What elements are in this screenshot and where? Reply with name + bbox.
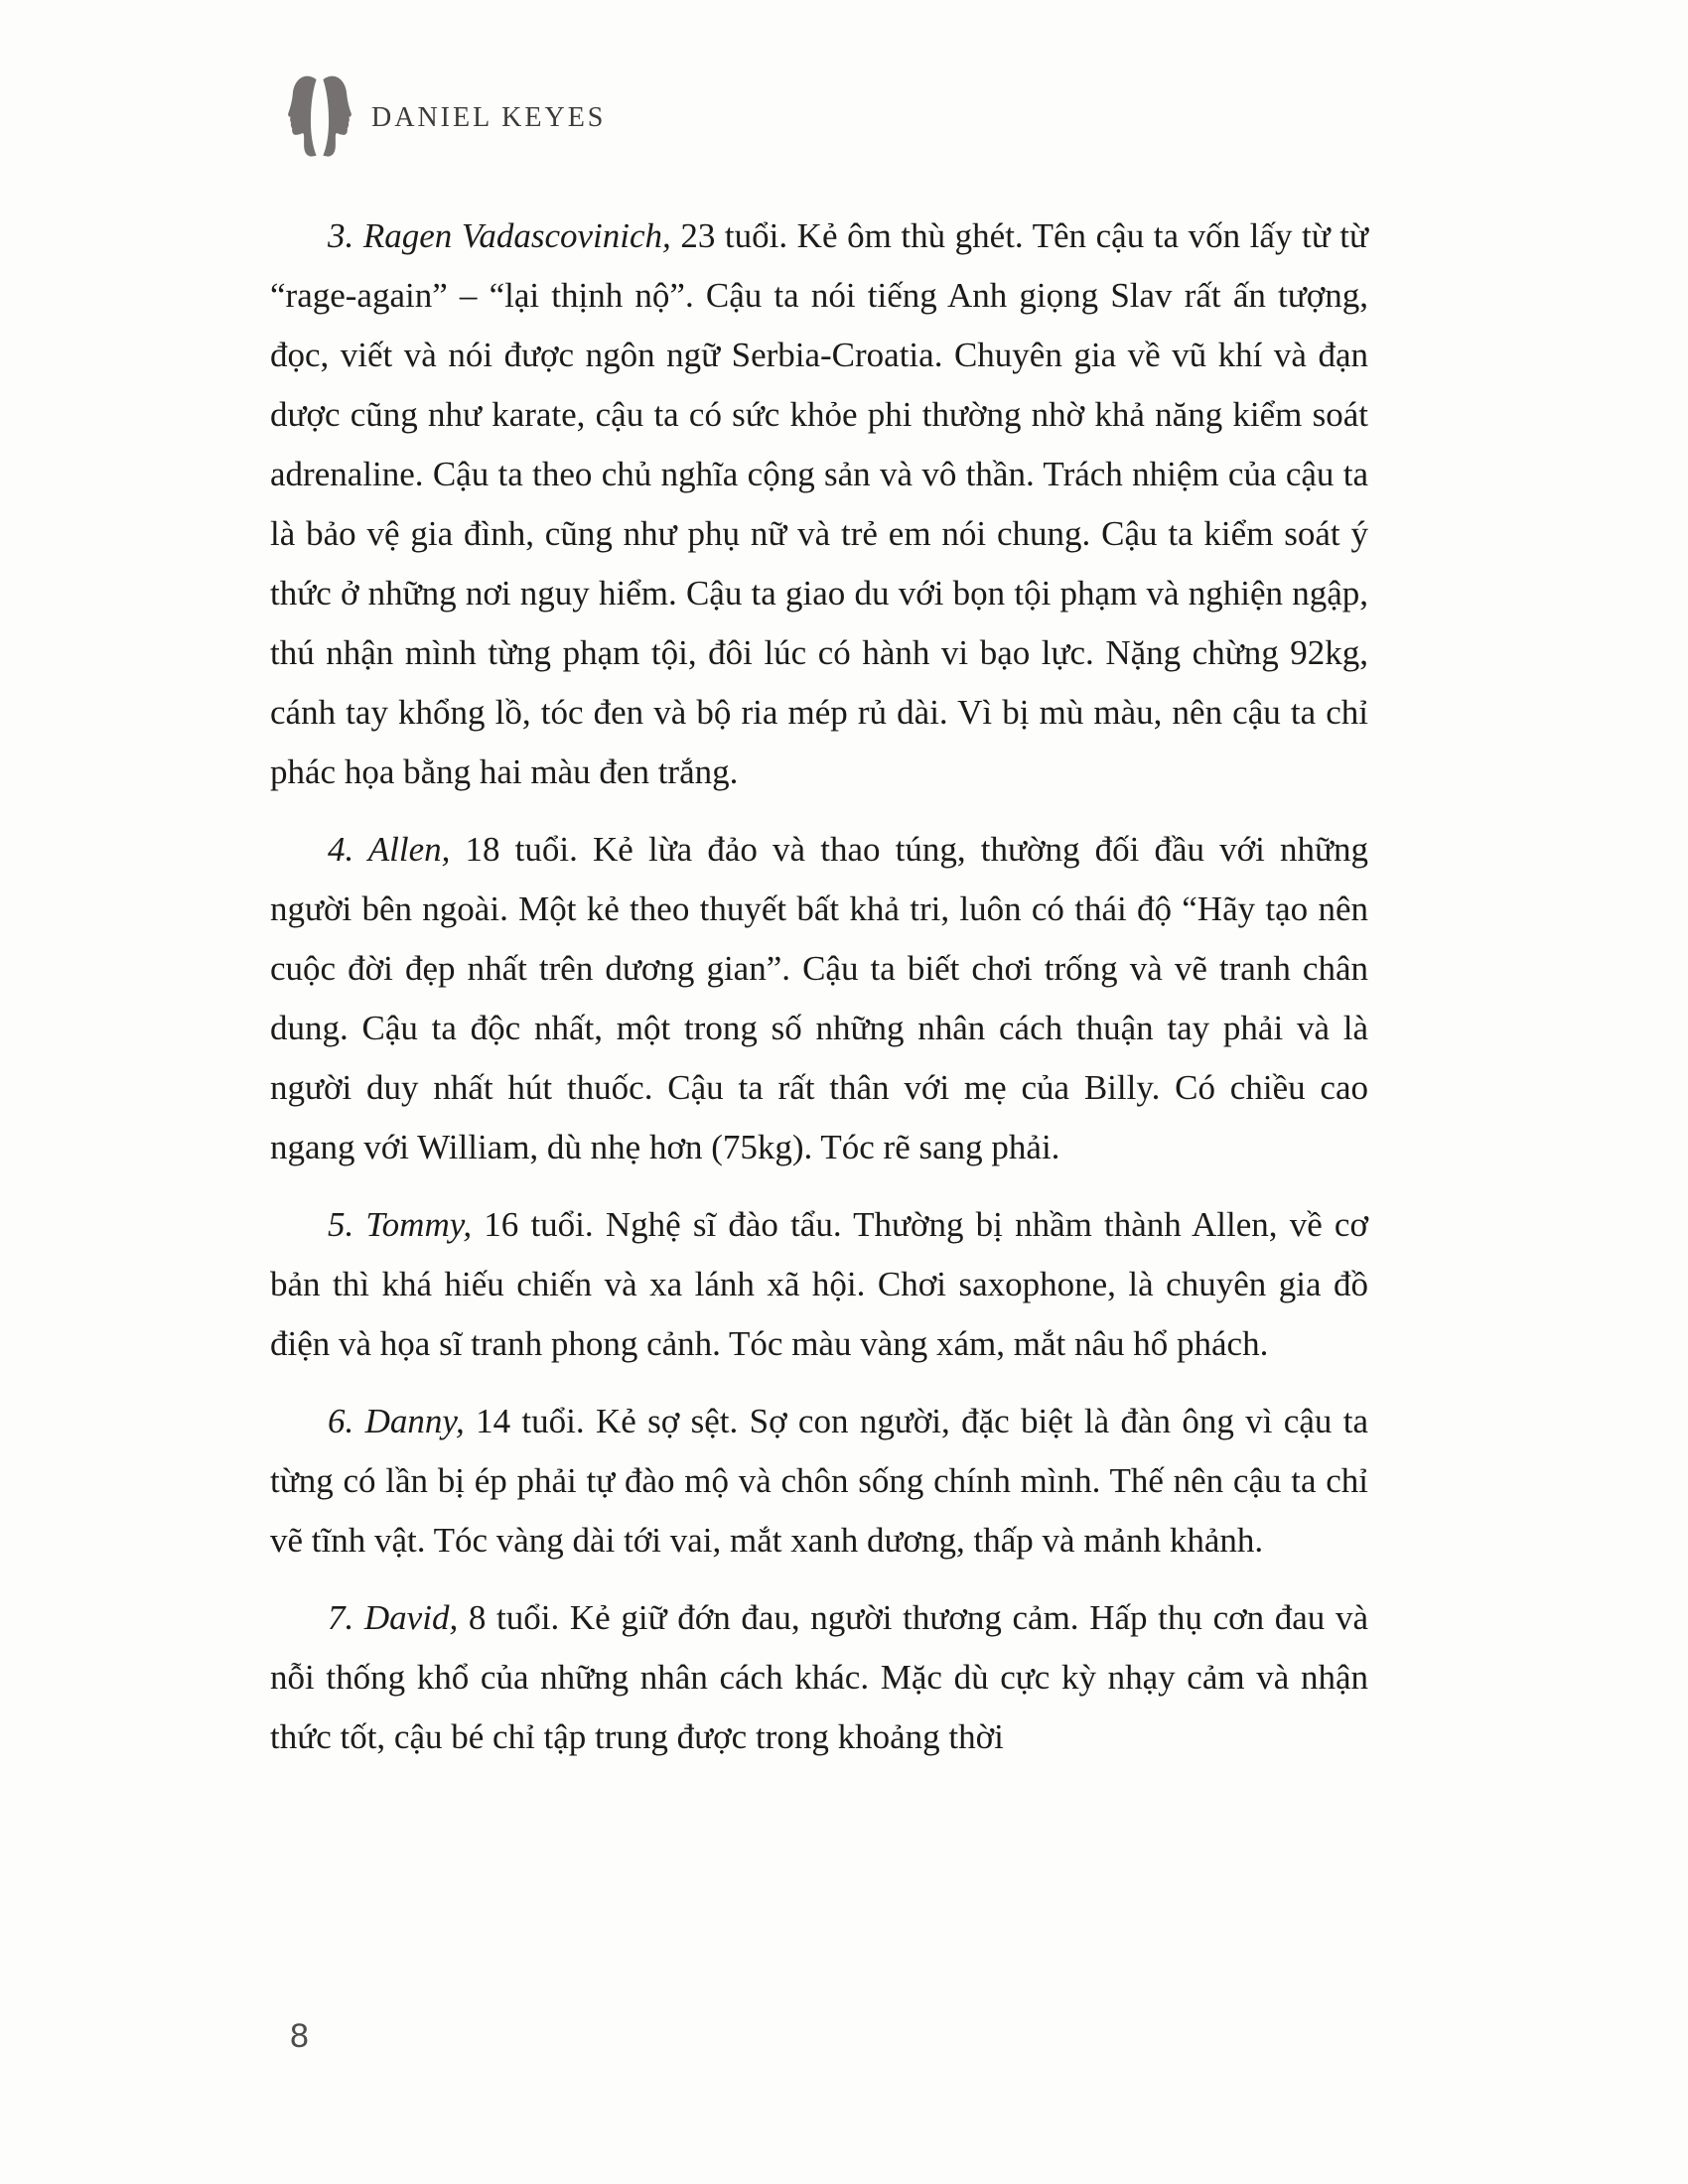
paragraph-lead: 6. Danny,: [328, 1402, 465, 1440]
page-header: [286, 69, 606, 163]
two-faces-logo-icon: [286, 69, 353, 163]
paragraph-body: 14 tuổi. Kẻ sợ sệt. Sợ con người, đặc biệt là đàn ông vì cậu ta từng có lần bị ép phải tự đào mộ và chôn sống chính mình. Thế nên cậu ta chỉ vẽ tĩnh vật. Tóc vàng dài tới vai, mắt xanh dương, thấp và mảnh khảnh.: [270, 1402, 1368, 1560]
paragraph-body: 16 tuổi. Nghệ sĩ đào tẩu. Thường bị nhầm thành Allen, về cơ bản thì khá hiếu chiến và xa lánh xã hội. Chơi saxophone, là chuyên gia đồ điện và họa sĩ tranh phong cảnh. Tóc màu vàng xám, mắt nâu hổ phách.: [270, 1205, 1368, 1363]
author-name: DANIEL KEYES: [371, 102, 607, 133]
paragraph: [270, 820, 1368, 1177]
paragraph-body: 8 tuổi. Kẻ giữ đớn đau, người thương cảm. Hấp thụ cơn đau và nỗi thống khổ của những nhân cách khác. Mặc dù cực kỳ nhạy cảm và nhận thức tốt, cậu bé chỉ tập trung được trong khoảng thời: [270, 1598, 1368, 1756]
text-block: [270, 206, 1368, 1785]
page-number: 8: [290, 2017, 309, 2055]
paragraph-lead: 5. Tommy,: [328, 1205, 473, 1244]
paragraph-lead: 4. Allen,: [328, 830, 451, 869]
paragraph-lead: 3. Ragen Vadascovinich,: [328, 216, 671, 255]
paragraph: [270, 206, 1368, 802]
paragraph-lead: 7. David,: [328, 1598, 459, 1637]
paragraph-body: 18 tuổi. Kẻ lừa đảo và thao túng, thường đối đầu với những người bên ngoài. Một kẻ theo thuyết bất khả tri, luôn có thái độ “Hãy tạo nên cuộc đời đẹp nhất trên dương gian”. Cậu ta biết chơi trống và vẽ tranh chân dung. Cậu ta độc nhất, một trong số những nhân cách thuận tay phải và là người duy nhất hút thuốc. Cậu ta rất thân với mẹ của Billy. Có chiều cao ngang với William, dù nhẹ hơn (75kg). Tóc rẽ sang phải.: [270, 830, 1369, 1166]
paragraph: [270, 1392, 1368, 1570]
paragraph-body: 23 tuổi. Kẻ ôm thù ghét. Tên cậu ta vốn lấy từ từ “rage-again” – “lại thịnh nộ”. Cậu ta nói tiếng Anh giọng Slav rất ấn tượng, đọc, viết và nói được ngôn ngữ Serbia-Croatia. Chuyên gia về vũ khí và đạn dược cũng như karate, cậu ta có sức khỏe phi thường nhờ khả năng kiểm soát adrenaline. Cậu ta theo chủ nghĩa cộng sản và vô thần. Trách nhiệm của cậu ta là bảo vệ gia đình, cũng như phụ nữ và trẻ em nói chung. Cậu ta kiểm soát ý thức ở những nơi nguy hiểm. Cậu ta giao du với bọn tội phạm và nghiện ngập, thú nhận mình từng phạm tội, đôi lúc có hành vi bạo lực. Nặng chừng 92kg, cánh tay khổng lồ, tóc đen và bộ ria mép rủ dài. Vì bị mù màu, nên cậu ta chỉ phác họa bằng hai màu đen trắng.: [270, 216, 1368, 791]
paragraph: [270, 1588, 1368, 1767]
paragraph: [270, 1195, 1368, 1374]
